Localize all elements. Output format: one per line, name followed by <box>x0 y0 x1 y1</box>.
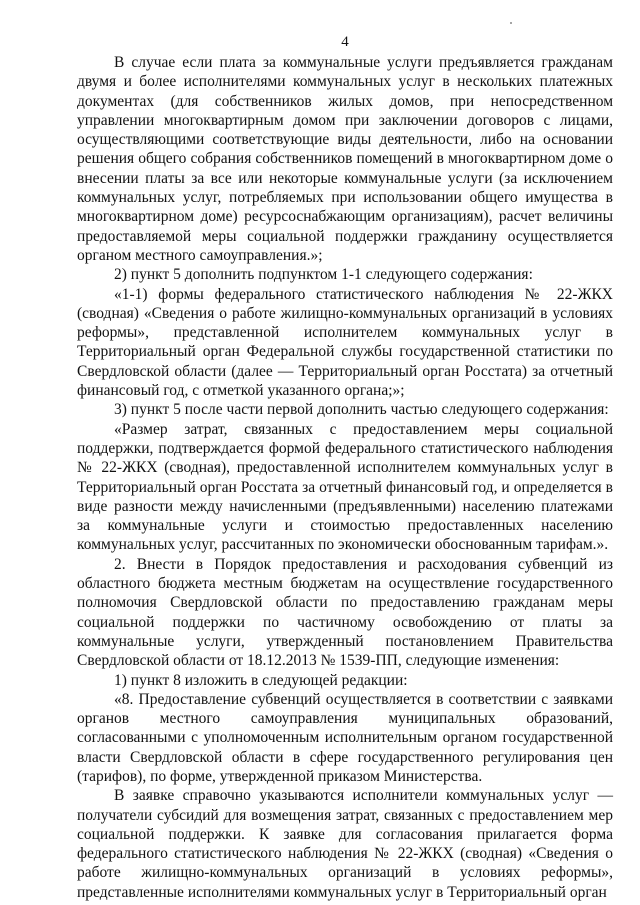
paragraph-subitem-1-1: «1-1) формы федерального статистического наблюдения № 22-ЖКХ (сводная) «Сведения о работе жилищно-коммунальных организаций в условиях реформы», представленной исполнителем коммунальных услуг в Территориальный орган Федеральной службы государственной статистики по Свердловской области (далее — Территориальный орган Росстата) за отчетный финансовый год, с отметкой указанного органа;»; <box>77 285 613 400</box>
paragraph-item-8-new-wording: 1) пункт 8 изложить в следующей редакции: <box>114 671 408 689</box>
paragraph-cost-amount: «Размер затрат, связанных с предоставлением меры социальной поддержки, подтверждается формой федерального статистического наблюдения № 22-ЖКХ (сводная), предоставленной исполнителем коммунальных услуг в Территориальный орган Росстата за отчетный финансовый год, и определяется в виде разности между начисленными (предъявленными) населению платежами за коммунальные услуги и стоимостью предоставленных населению коммунальных услуг, рассчитанных по экономически обоснованным тарифам.». <box>77 420 613 554</box>
paragraph-section-2-amendments: 2. Внести в Порядок предоставления и расходования субвенций из областного бюджета местным бюджетам на осуществление государственного полномочия Свердловской области по предоставлению гражданам меры социальной поддержки по частичному освобождению от платы за коммунальные услуги, утвержденный постановлением Правительства Свердловской области от 18.12.2013 № 1539-ПП, следующие изменения: <box>77 555 613 670</box>
paragraph-application-details: В заявке справочно указываются исполнители коммунальных услуг — получатели субсидий для возмещения затрат, связанных с предоставлением мер социальной поддержки. К заявке для согласования прилагается форма федерального статистического наблюдения № 22-ЖКХ (сводная) «Сведения о работе жилищно-коммунальных организаций в условиях реформы», представленные исполнителями коммунальных услуг в Территориальный орган <box>77 787 613 901</box>
paragraph-item-8-text: «8. Предоставление субвенций осуществляется в соответствии с заявками органов местного самоуправления муниципальных образований, согласованными с уполномоченным исполнительным органом государственной власти Свердловской области в сфере государственного регулирования цен (тарифов), по форме, утвержденной приказом Министерства. <box>77 690 613 785</box>
scan-speck <box>510 22 512 24</box>
paragraph-payment-multiple-executors: В случае если плата за коммунальные услуги предъявляется гражданам двумя и более исполнителями коммунальных услуг в нескольких платежных документах (для собственников жилых домов, при непосредственном управлении многоквартирным домом при заключении договоров с лицами, осуществляющими соответствующие виды деятельности, либо на основании решения общего собрания собственников помещений в многоквартирном доме о внесении платы за все или некоторые коммунальные услуги (за исключением коммунальных услуг, потребляемых при использовании общего имущества в многоквартирном доме) ресурсоснабжающим организациям), расчет величины предоставляемой меры социальной поддержки гражданину осуществляется органом местного самоуправления.»; <box>77 54 613 264</box>
paragraph-item-5-part-addition: 3) пункт 5 после части первой дополнить частью следующего содержания: <box>114 401 609 419</box>
page-number: 4 <box>341 34 349 50</box>
paragraph-item-5-addition: 2) пункт 5 дополнить подпунктом 1-1 следующего содержания: <box>114 266 533 284</box>
